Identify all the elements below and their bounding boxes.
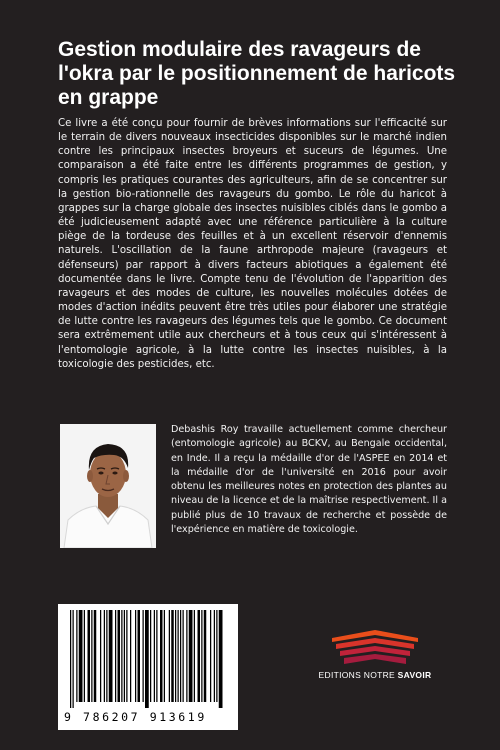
barcode-bar xyxy=(70,610,71,708)
barcode-bar xyxy=(73,610,74,708)
barcode-bar xyxy=(160,610,163,702)
barcode-bar xyxy=(150,610,151,702)
publisher-logo xyxy=(318,628,432,688)
barcode-bar xyxy=(194,610,195,702)
barcode-bar xyxy=(198,610,201,702)
barcode-bar xyxy=(201,610,202,702)
barcode-bar xyxy=(154,610,155,702)
barcode-bar xyxy=(104,610,105,702)
barcode xyxy=(58,604,238,730)
barcode-bar xyxy=(143,610,144,702)
barcode-bar xyxy=(100,610,101,702)
barcode-bar xyxy=(121,610,122,702)
barcode-bar xyxy=(91,610,92,702)
author-section xyxy=(58,424,447,554)
barcode-bar xyxy=(180,610,181,702)
barcode-bar xyxy=(76,610,77,702)
barcode-bar xyxy=(175,610,176,702)
barcode-bar xyxy=(145,610,149,708)
barcode-bar xyxy=(216,610,217,702)
barcode-bar xyxy=(164,610,165,702)
barcode-bar xyxy=(106,610,107,702)
barcode-bar xyxy=(214,610,215,702)
barcode-bar xyxy=(219,610,223,708)
barcode-bar xyxy=(183,610,184,702)
barcode-bar xyxy=(84,610,85,702)
barcode-bar xyxy=(109,610,113,702)
barcode-bar xyxy=(88,610,91,702)
barcode-bar xyxy=(189,610,193,702)
barcode-bar xyxy=(204,610,207,702)
author-bio: Debashis Roy travaille actuellement comme chercheur (entomologie agricole) au BCKV, au Bengale occidental, en Inde. Il a reçu la médaille d'or de l'ASPEE en 2014 et la médaille d'or de l'université en 2016 pour avoir obtenu les meilleures notes en protection des plantes au niveau de la licence et de la maîtrise respectivement. Il a publié plus de 10 travaux de recherche et possède de l'expérience en matière de toxicologie. xyxy=(171,424,447,536)
book-summary: Ce livre a été conçu pour fournir de brèves informations sur l'efficacité sur le terrain de divers nouveaux insecticides disponibles sur le marché indien contre les principaux insectes broyeurs et suceurs de légumes. Une comparaison a été faite entre les différents programmes de gestion, y compris les pratiques courantes des agriculteurs, afin de se concentrer sur la gestion bio-rationnelle des ravageurs du gombo. Le rôle du haricot à grappes sur la charge globale des insectes nuisibles ciblés dans le gombo a été judicieusement adapté avec une référence particulière à la culture piège de la tordeuse des feuilles et à un excellent réservoir d'ennemis naturels. L'oscillation de la faune arthropode majeure (ravageurs et défenseurs) par rapport à divers facteurs abiotiques a également été documentée dans le livre. Compte tenu de l'évolution de l'apparition des ravageurs et des modes de culture, les nouvelles molécules dotées de modes d'action inédits peuvent être très utiles pour élaborer une stratégie de lutte contre les ravageurs des légumes tels que le gombo. Ce document sera extrêmement utile aux chercheurs et à tous ceux qui s'intéressent à l'entomologie agricole, à la lutte contre les insectes nuisibles, à la toxicologie des pesticides, etc. xyxy=(58,118,447,370)
barcode-bar xyxy=(126,610,127,702)
barcode-bar xyxy=(124,610,125,702)
barcode-bar xyxy=(115,610,116,702)
author-photo xyxy=(60,424,156,548)
barcode-bar xyxy=(79,610,83,702)
book-stack-icon xyxy=(330,628,420,668)
publisher-name: EDITIONS NOTRE SAVOIR xyxy=(318,670,432,680)
isbn-number: 9 786207 913619 xyxy=(64,710,207,724)
barcode-bar xyxy=(171,610,174,702)
book-title: Gestion modulaire des ravageurs de l'okra par le positionnement de haricots en grappe xyxy=(58,38,456,109)
barcode-bar xyxy=(210,610,211,702)
barcode-bar xyxy=(130,610,131,702)
barcode-bar xyxy=(118,610,121,702)
barcode-bar xyxy=(156,610,157,702)
barcode-bar xyxy=(186,610,187,702)
barcode-bar xyxy=(169,610,170,702)
barcode-bar xyxy=(135,610,136,702)
barcode-bars xyxy=(68,610,228,708)
barcode-bar xyxy=(178,610,179,702)
barcode-bar xyxy=(94,610,97,702)
barcode-bar xyxy=(138,610,141,702)
